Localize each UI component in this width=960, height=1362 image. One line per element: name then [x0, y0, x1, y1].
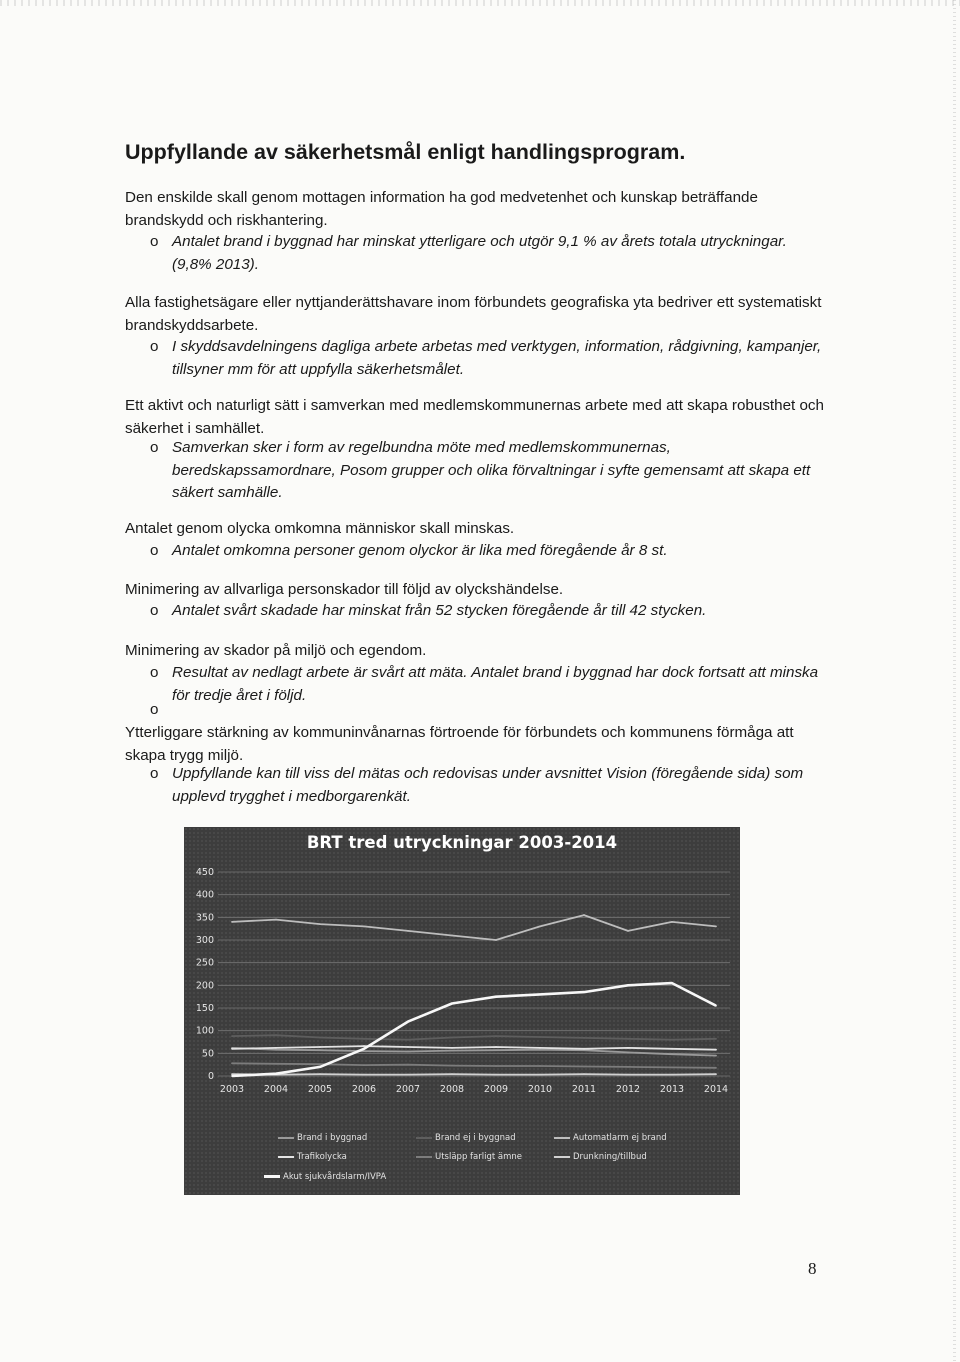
- data-point: [319, 1063, 321, 1065]
- data-point: [319, 1066, 321, 1068]
- data-point: [275, 1073, 277, 1075]
- data-point: [451, 935, 453, 937]
- legend-item-utslapp: [416, 1152, 522, 1162]
- bullet-marker: o: [150, 542, 159, 559]
- data-point: [319, 1073, 321, 1075]
- section-3-bullet: [150, 437, 830, 505]
- y-tick-label: 0: [207, 1071, 214, 1082]
- legend-item-brand-ej-i-byggnad: [416, 1133, 516, 1143]
- data-point: [715, 1055, 717, 1057]
- legend-swatch: [278, 1137, 294, 1139]
- data-point: [715, 1073, 717, 1075]
- legend-item-trafikolycka: [278, 1152, 347, 1162]
- legend-swatch: [278, 1156, 294, 1158]
- data-point: [363, 1045, 365, 1047]
- data-point: [627, 984, 629, 986]
- legend-swatch: [416, 1137, 432, 1139]
- data-point: [495, 996, 497, 998]
- bullet-text: Antalet svårt skadade har minskat från 52 stycken föregående år till 42 stycken.: [172, 602, 707, 619]
- data-point: [275, 1047, 277, 1049]
- x-tick-label: 2012: [615, 1084, 641, 1095]
- series-line-automatlarm: [232, 915, 716, 940]
- y-tick-label: 100: [195, 1025, 214, 1037]
- data-point: [715, 1005, 717, 1007]
- y-tick-label: 400: [195, 889, 214, 901]
- x-tick-label: 2014: [703, 1084, 729, 1095]
- x-tick-label: 2011: [571, 1084, 597, 1095]
- legend-item-akut-sjukvard: [264, 1172, 386, 1182]
- data-point: [715, 926, 717, 928]
- section-5-text: Minimering av allvarliga personskador till följd av olyckshändelse.: [125, 581, 564, 598]
- data-point: [671, 1048, 673, 1050]
- bullet-marker: o: [150, 338, 159, 355]
- series-line-akut_sjukvard: [232, 983, 716, 1076]
- data-point: [407, 1074, 409, 1076]
- section-7-bullet: [150, 763, 830, 808]
- data-point: [363, 926, 365, 928]
- data-point: [319, 1046, 321, 1048]
- data-point: [319, 1037, 321, 1039]
- scan-noise-top: [0, 0, 960, 6]
- data-point: [715, 1067, 717, 1069]
- x-tick-label: 2010: [527, 1084, 553, 1095]
- bullet-marker: o: [150, 664, 159, 681]
- data-point: [627, 1074, 629, 1076]
- data-point: [275, 1034, 277, 1036]
- y-tick-label: 300: [195, 935, 214, 946]
- y-tick-label: 350: [195, 912, 214, 924]
- section-6-bullet: [150, 662, 830, 707]
- data-point: [231, 1035, 233, 1037]
- data-point: [363, 1064, 365, 1066]
- data-point: [451, 1003, 453, 1005]
- data-point: [539, 1074, 541, 1076]
- data-point: [495, 1065, 497, 1067]
- data-point: [715, 1049, 717, 1051]
- bullet-text: I skyddsavdelningens dagliga arbete arbetas med verktygen, information, rådgivning, kampanjer, tillsyner mm för att uppfylla säkerhetsmålet.: [172, 338, 822, 378]
- data-point: [495, 1049, 497, 1051]
- data-point: [363, 1048, 365, 1050]
- section-1-text: Den enskilde skall genom mottagen information ha god medvetenhet och kunskap beträffande brandskydd och riskhantering.: [125, 189, 758, 229]
- data-point: [671, 921, 673, 923]
- bullet-text: Antalet brand i byggnad har minskat ytterligare och utgör 9,1 % av årets totala utryckningar. (9,8% 2013).: [172, 233, 787, 273]
- legend-label: Brand ej i byggnad: [435, 1133, 516, 1143]
- data-point: [319, 923, 321, 925]
- data-point: [539, 1036, 541, 1038]
- data-point: [275, 919, 277, 921]
- data-point: [275, 1063, 277, 1065]
- x-tick-label: 2013: [659, 1084, 685, 1095]
- bullet-text: Antalet omkomna personer genom olyckor är lika med föregående år 8 st.: [172, 542, 668, 559]
- section-2-bullet: [150, 336, 830, 381]
- x-tick-label: 2007: [395, 1084, 421, 1095]
- data-point: [451, 1037, 453, 1039]
- data-point: [671, 1053, 673, 1055]
- data-point: [627, 930, 629, 932]
- data-point: [671, 1039, 673, 1041]
- data-point: [407, 930, 409, 932]
- section-3-text: Ett aktivt och naturligt sätt i samverkan med medlemskommunernas arbete med att skapa robusthet och säkerhet i samhället.: [125, 397, 824, 437]
- section-2-text: Alla fastighetsägare eller nyttjanderättshavare inom förbundets geografiska yta bedriver ett systematiskt brandskyddsarbete.: [125, 294, 822, 334]
- data-point: [319, 1049, 321, 1051]
- legend-label: Automatlarm ej brand: [573, 1133, 667, 1143]
- y-tick-label: 150: [195, 1003, 214, 1014]
- bullet-text: Uppfyllande kan till viss del mätas och redovisas under avsnittet Vision (föregående sida) som upplevd trygghet i medborgarenkät.: [172, 765, 804, 805]
- data-point: [583, 1037, 585, 1039]
- data-point: [495, 939, 497, 941]
- data-point: [407, 1046, 409, 1048]
- series-line-brand_ej_i_byggnad: [232, 1035, 716, 1040]
- data-point: [231, 1075, 233, 1077]
- page-heading: Uppfyllande av säkerhetsmål enligt handlingsprogram.: [125, 140, 686, 164]
- data-point: [671, 982, 673, 984]
- legend-item-brand-i-byggnad: [278, 1133, 367, 1143]
- section-4-bullet: [150, 540, 830, 563]
- bullet-marker: o: [150, 439, 159, 456]
- data-point: [627, 1052, 629, 1054]
- data-point: [671, 1066, 673, 1068]
- data-point: [231, 1048, 233, 1050]
- data-point: [583, 914, 585, 916]
- trend-line-chart: [184, 827, 740, 1195]
- y-tick-label: 450: [195, 867, 214, 878]
- bullet-marker: o: [150, 602, 159, 619]
- data-point: [363, 1038, 365, 1040]
- data-point: [451, 1047, 453, 1049]
- legend-label: Akut sjukvårdslarm/IVPA: [283, 1172, 387, 1182]
- data-point: [363, 1074, 365, 1076]
- x-tick-label: 2008: [439, 1084, 465, 1095]
- data-point: [627, 1047, 629, 1049]
- data-point: [715, 1038, 717, 1040]
- data-point: [407, 1051, 409, 1053]
- x-tick-label: 2009: [483, 1084, 509, 1095]
- y-tick-label: 200: [195, 980, 214, 992]
- data-point: [539, 1065, 541, 1067]
- series-line-utslapp: [232, 1063, 716, 1068]
- section-6-text: Minimering av skador på miljö och egendom.: [125, 642, 427, 659]
- data-point: [583, 991, 585, 993]
- legend-swatch: [554, 1156, 570, 1158]
- data-point: [407, 1064, 409, 1066]
- legend-item-automatlarm: [554, 1133, 667, 1143]
- data-point: [539, 1049, 541, 1051]
- data-point: [539, 994, 541, 996]
- legend-label: Drunkning/tillbud: [573, 1152, 647, 1162]
- page-number: 8: [808, 1259, 817, 1278]
- data-point: [451, 1050, 453, 1052]
- data-point: [495, 1074, 497, 1076]
- x-tick-label: 2005: [307, 1084, 333, 1095]
- data-point: [539, 1047, 541, 1049]
- bullet-marker: o: [150, 765, 159, 782]
- y-tick-label: 250: [195, 957, 214, 969]
- data-point: [451, 1073, 453, 1075]
- bullet-text: Samverkan sker i form av regelbundna möte med medlemskommunernas, beredskapssamordnare, Posom grupper och olika förvaltningar i syfte gemensamt att skapa ett säkert samhälle.: [172, 439, 811, 501]
- data-point: [451, 1065, 453, 1067]
- data-point: [495, 1046, 497, 1048]
- data-point: [539, 926, 541, 928]
- data-point: [583, 1073, 585, 1075]
- legend-swatch: [416, 1156, 432, 1158]
- section-4-text: Antalet genom olycka omkomna människor skall minskas.: [125, 520, 515, 537]
- data-point: [407, 1021, 409, 1023]
- stray-bullet-marker: o: [150, 701, 159, 718]
- section-1-bullet: [150, 231, 830, 276]
- legend-label: Trafikolycka: [297, 1152, 347, 1162]
- legend-swatch: [554, 1137, 570, 1139]
- data-point: [583, 1066, 585, 1068]
- scan-noise-right: [953, 0, 956, 1362]
- y-tick-label: 50: [201, 1048, 214, 1060]
- data-point: [231, 1062, 233, 1064]
- data-point: [583, 1048, 585, 1050]
- data-point: [671, 1074, 673, 1076]
- legend-label: Utsläpp farligt ämne: [435, 1152, 523, 1162]
- legend-swatch: [264, 1175, 280, 1178]
- x-tick-label: 2004: [263, 1084, 289, 1095]
- chart-title: BRT tred utryckningar 2003-2014: [306, 833, 618, 852]
- bullet-marker: o: [150, 233, 159, 250]
- data-point: [495, 1035, 497, 1037]
- section-5-bullet: [150, 600, 830, 623]
- x-tick-label: 2006: [351, 1084, 377, 1095]
- data-point: [627, 1038, 629, 1040]
- data-point: [275, 1049, 277, 1051]
- data-point: [407, 1039, 409, 1041]
- x-tick-label: 2003: [219, 1084, 245, 1095]
- section-7-text: Ytterliggare stärkning av kommuninvånarnas förtroende för förbundets och kommunens förmåga att skapa trygg miljö.: [125, 724, 794, 764]
- data-point: [231, 921, 233, 923]
- bullet-text: Resultat av nedlagt arbete är svårt att mäta. Antalet brand i byggnad har dock fortsatt att minska för tredje året i följd.: [172, 664, 819, 704]
- legend-item-drunkning: [554, 1152, 647, 1162]
- data-point: [627, 1066, 629, 1068]
- legend-label: Brand i byggnad: [297, 1133, 368, 1143]
